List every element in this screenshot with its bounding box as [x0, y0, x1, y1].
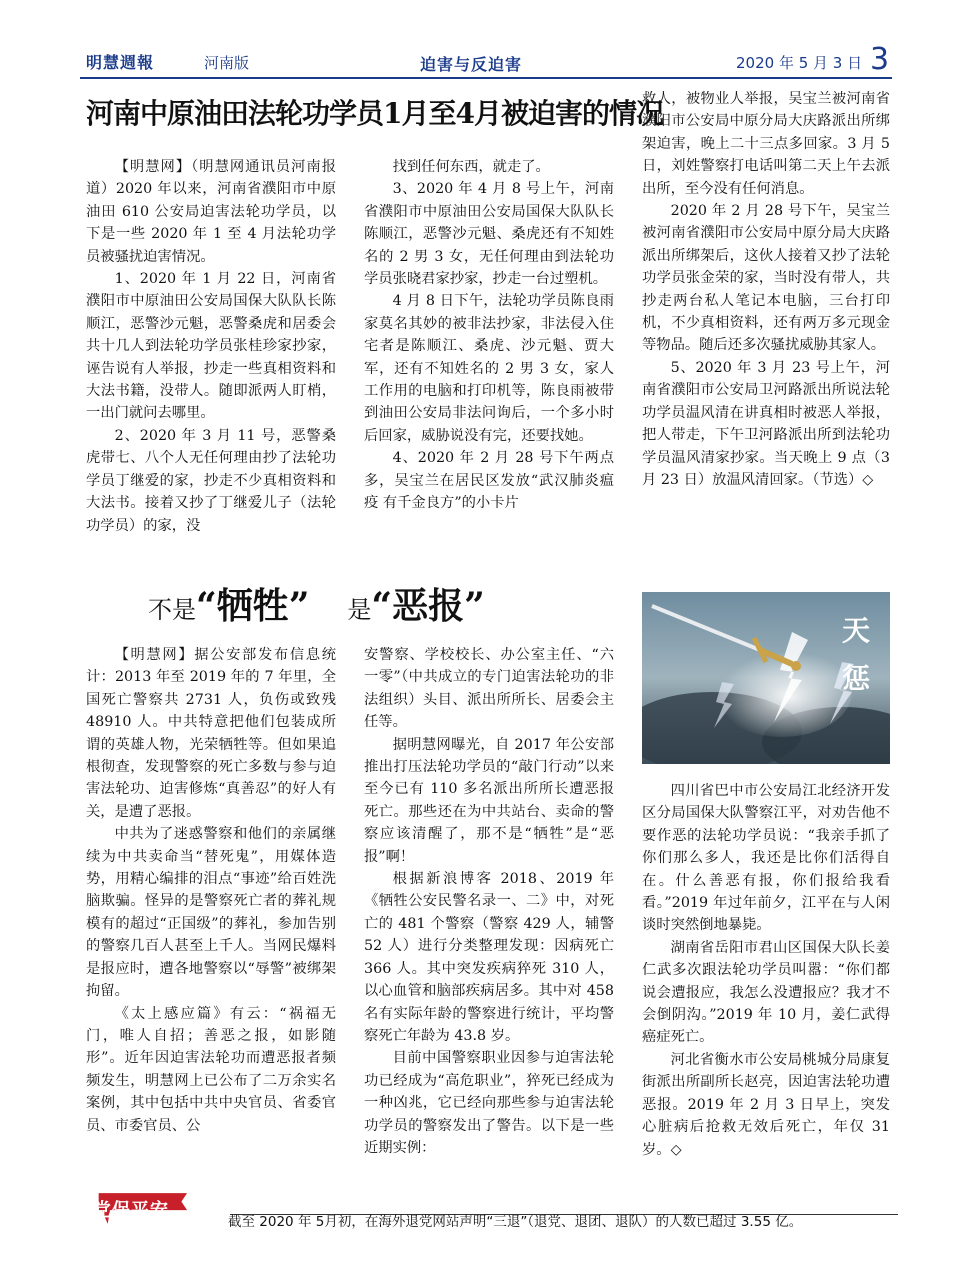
- paragraph: 《太上感应篇》有云：“祸福无门，唯人自招；善恶之报，如影随形”。近年因迫害法轮功而遭恶报者频频发生，明慧网上已公布了二万余实名案例，其中包括中共中央官员、省委官员、市委官员、公: [86, 1005, 336, 1134]
- edition-label: 河南版: [204, 54, 250, 72]
- paragraph: 根据新浪博客 2018、2019 年《牺牲公安民警名录一、二》中，对死亡的 481 个警察（警察 429 人，辅警 52 人）进行分类整理发现：因病死亡 366 人。其中突发疾病猝死 310 人，以心血管和脑部疾病居多。其中对 458 名有实际年龄的警察进行统计，平均警察死亡年龄为 43.8 岁。: [364, 871, 614, 1044]
- paragraph: 河北省衡水市公安局桃城分局康复街派出所副所长赵亮，因迫害法轮功遭恶报。2019 年 2 月 3 日早上，突发心脏病后抢救无效后死亡，年仅 31 岁。◇: [642, 1051, 890, 1158]
- publication-name: 明慧週報: [86, 53, 155, 72]
- paragraph: 3、2020 年 4 月 8 号上午，河南省濮阳市中原油田公安局国保大队队长陈顺江，恶警沙元魁、桑虎还有不知姓名的 2 男 3 女，无任何理由到法轮功学员张晓君家抄家，抄走一台过塑机。: [364, 181, 614, 288]
- paragraph: 1、2020 年 1 月 22 日，河南省濮阳市中原油田公安局国保大队队长陈顺江，恶警沙元魁，恶警桑虎和居委会共十几人到法轮功学员张桂珍家抄家，诬告说有人举报，抄走一些真相资料和大法书籍，没带人。随即派两人盯梢，一出门就问去哪里。: [86, 271, 336, 422]
- retribution-illustration: [642, 592, 890, 764]
- paragraph: 湖南省岳阳市君山区国保大队长姜仁武多次跟法轮功学员叫嚣：“你们都说会遭报应，我怎么没遭报应？我才不会倒阴沟。”2019 年 10 月，姜仁武得癌症死亡。: [642, 939, 890, 1046]
- footer-banner-label: 退党保平安: [74, 1200, 169, 1221]
- paragraph: 5、2020 年 3 月 23 号上午，河南省濮阳市公安局卫河路派出所说法轮功学员温风清在讲真相时被恶人举报，把人带走，下午卫河路派出所到法轮功学员温风清家抄家。当天晚上 9 点（3 月 23 日）放温风清回家。（节选）◇: [642, 359, 890, 488]
- paragraph: 【明慧网】据公安部发布信息统计：2013 年至 2019 年的 7 年里，全国死亡警察共 2731 人，负伤或致残 48910 人。中共特意把他们包装成所谓的英雄人物，光荣牺牲等。但如果追根彻查，发现警察的死亡多数与参与迫害法轮功、迫害修炼“真善忍”的好人有关，是遭了恶报。: [86, 647, 336, 820]
- issue-date: 2020 年 5 月 3 日: [736, 54, 863, 72]
- paragraph: 四川省巴中市公安局江北经济开发区分局国保大队警察江平，对劝告他不要作恶的法轮功学员说：“我亲手抓了你们那么多人，我还是比你们活得自在。什么善恶有报，你们报给我看看。”2019 年过年前夕，江平在与人闲谈时突然倒地暴毙。: [642, 783, 890, 934]
- paragraph: 找到任何东西，就走了。: [392, 159, 550, 175]
- paragraph: 4 月 8 日下午，法轮功学员陈良雨家莫名其妙的被非法抄家，非法侵入住宅者是陈顺江、桑虎、沙元魁、贾大军，还有不知姓名的 2 男 3 女，家人工作用的电脑和打印机等，陈良雨被带到油田公安局非法问询后，一个多小时后回家，威胁说没有完，还要找她。: [364, 293, 614, 444]
- title-part: 是: [347, 596, 372, 624]
- image-caption-1: 天: [842, 614, 871, 647]
- paragraph: 据明慧网曝光，自 2017 年公安部推出打压法轮功学员的“敲门行动”以来至今已有 110 多名派出所所长遭恶报死亡。那些还在为中共站台、卖命的警察应该清醒了，那不是“牺牲”是“恶报”啊！: [364, 736, 614, 865]
- article2-title: [148, 578, 588, 629]
- paragraph: 2020 年 2 月 28 号下午，吴宝兰被河南省濮阳市公安局中原分局大庆路派出所绑架后，这伙人接着又抄了法轮功学员张金荣的家，当时没有带人，共抄走两台私人笔记本电脑，三台打印机，不少真相资料，还有两万多元现金等物品。随后还多次骚扰威胁其家人。: [642, 203, 890, 354]
- page-number: 3: [870, 42, 890, 77]
- page-footer: [60, 1192, 898, 1228]
- paragraph: 2、2020 年 3 月 11 号，恶警桑虎带七、八个人无任何理由抄了法轮功学员丁继爱的家，抄走不少真相资料和大法书。接着又抄了丁继爱儿子（法轮功学员）的家，没: [86, 427, 336, 534]
- paragraph: 4、2020 年 2 月 28 号下午两点多，吴宝兰在居民区发放“武汉肺炎瘟疫 有千金良方”的小卡片: [364, 450, 614, 512]
- storm-sword-image: [642, 592, 890, 764]
- image-caption-2: 惩: [842, 662, 871, 695]
- title-keyword: “牺牲”: [196, 585, 310, 627]
- footer-notice: 截至 2020 年 5月初，在海外退党网站声明“三退”（退党、退团、退队）的人数已超过 3.55 亿。: [228, 1214, 803, 1230]
- paragraph: 中共为了迷惑警察和他们的亲属继续为中共卖命当“替死鬼”，用媒体造势，用精心编排的泪点“事迹”给百姓洗脑欺骗。怪异的是警察死亡者的葬礼规模有的超过“正国级”的葬礼，参加告别的警察几百人甚至上千人。当网民爆料是报应时，遭各地警察以“辱警”被绑架拘留。: [86, 826, 336, 1000]
- article1-column-2: [364, 156, 614, 515]
- paragraph: 救人，被物业人举报，吴宝兰被河南省濮阳市公安局中原分局大庆路派出所绑架迫害，晚上二十三点多回家。3 月 5 日，刘姓警察打电话叫第二天上午去派出所，至今没有任何消息。: [642, 91, 890, 197]
- header-rule: [80, 77, 892, 79]
- section-title: 迫害与反迫害: [420, 55, 523, 74]
- title-part: 不是: [148, 596, 196, 624]
- page-header: [80, 42, 892, 77]
- paragraph: 安警察、学校校长、办公室主任、“六一零”（中共成立的专门迫害法轮功的非法组织）头目、派出所所长、居委会主任等。: [364, 647, 614, 731]
- paragraph: 【明慧网】（明慧网通讯员河南报道）2020 年以来，河南省濮阳市中原油田 610 公安局迫害法轮功学员，以下是一些 2020 年 1 至 4 月法轮功学员被骚扰迫害情况。: [86, 159, 336, 265]
- article3-column: [642, 780, 890, 1161]
- article2-column-1: [86, 644, 336, 1137]
- article1-title: 河南中原油田法轮功学员1月至4月被迫害的情况: [86, 97, 663, 130]
- title-keyword: “恶报”: [371, 585, 485, 627]
- paragraph: 目前中国警察职业因参与迫害法轮功已经成为“高危职业”，猝死已经成为一种凶兆，它已经向那些参与迫害法轮功学员的警察发出了警告。以下是一些近期实例：: [364, 1050, 614, 1156]
- article1-column-3: [642, 88, 890, 491]
- article2-column-2: [364, 644, 614, 1159]
- article1-column-1: [86, 156, 336, 537]
